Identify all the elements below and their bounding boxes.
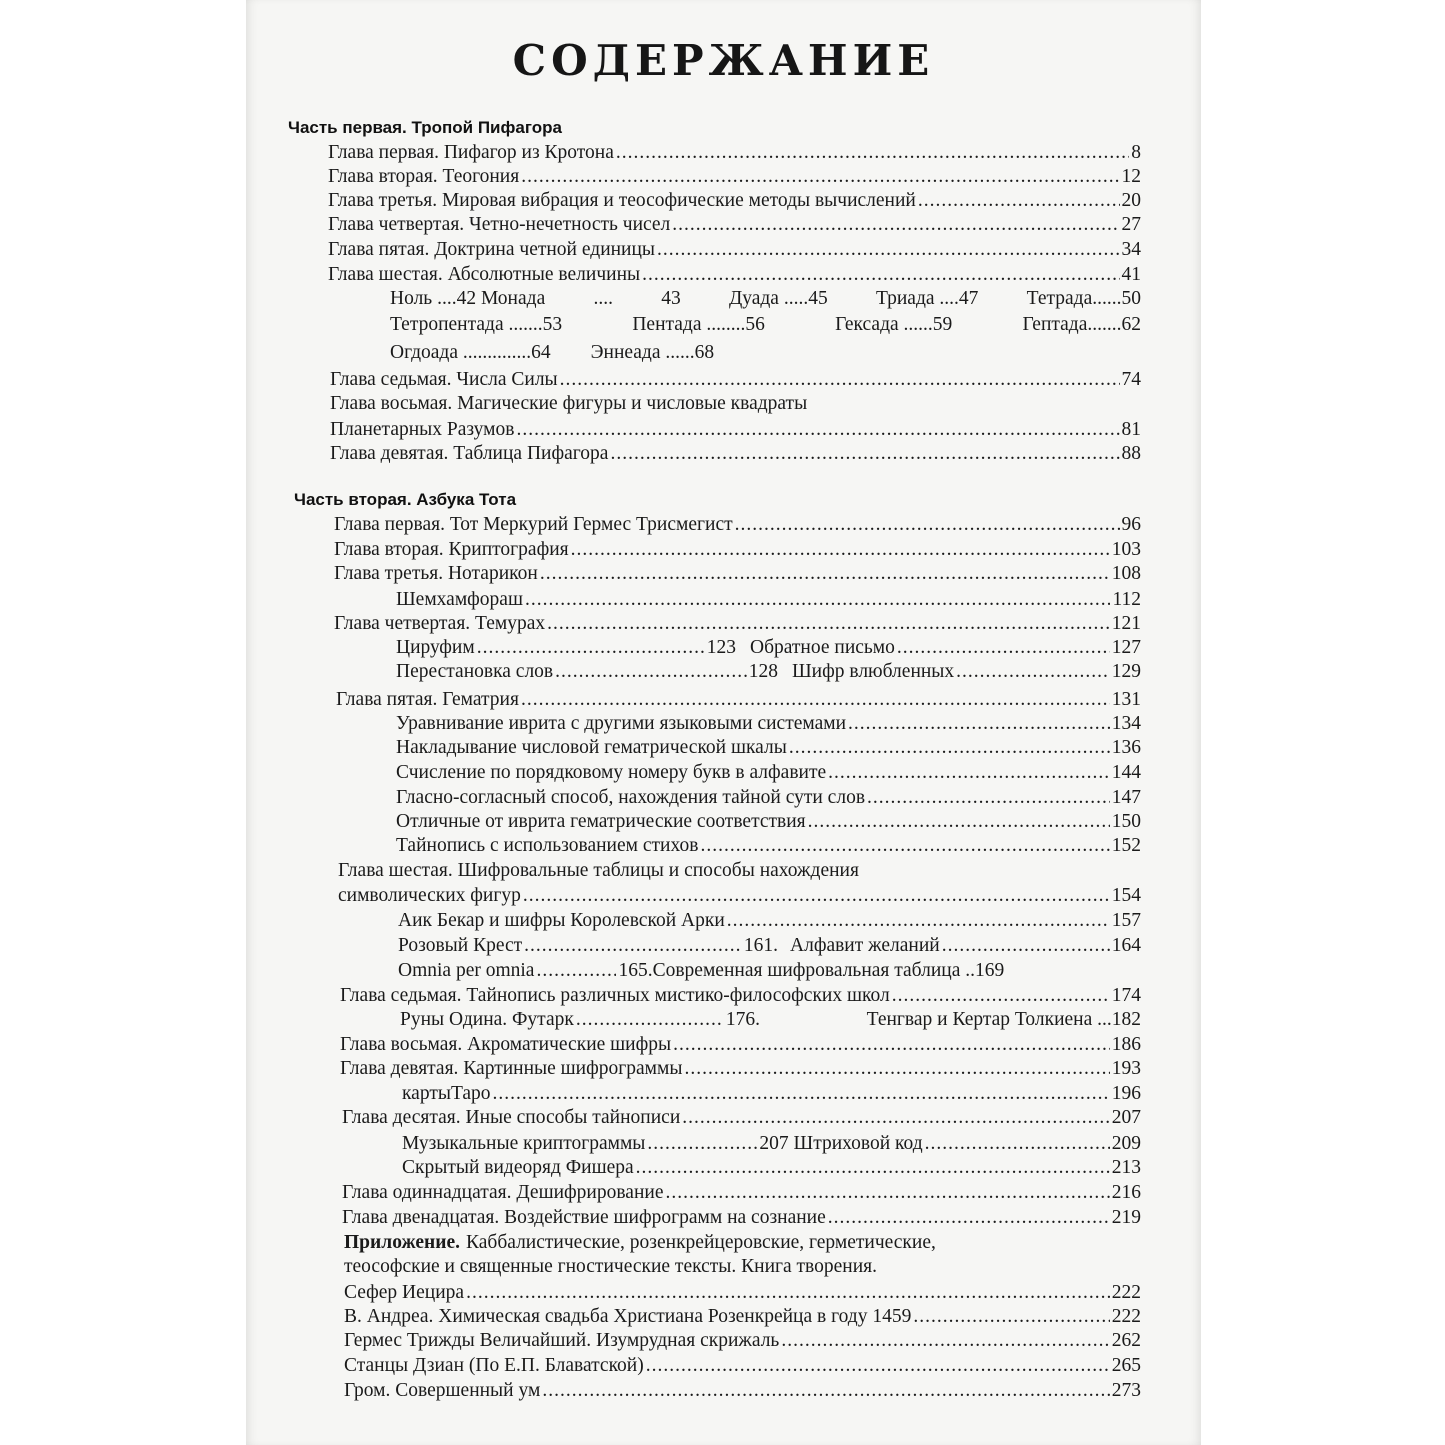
entry-title: Глава первая. Тот Меркурий Гермес Трисмегист [334, 514, 733, 535]
leader-dots [525, 588, 1111, 612]
leader-dots [700, 834, 1109, 858]
entry-title: Глава одиннадцатая. Дешифрирование [342, 1182, 664, 1203]
toc-entry [340, 1057, 1141, 1081]
entry-page: 165.Современная шифровальная таблица ..169 [618, 960, 1005, 981]
subentry: Omnia per omnia [398, 960, 535, 981]
entry-title: Тайнопись с использованием стихов [396, 835, 699, 856]
entry-title: Глава десятая. Иные способы тайнописи [342, 1107, 681, 1128]
appendix-intro [344, 1255, 877, 1279]
toc-entry [402, 1156, 1141, 1180]
toc-entry [396, 834, 1141, 858]
leader-dots [942, 934, 1110, 958]
entry-title: Глава четвертая. Темурах [334, 613, 546, 634]
entry-page: 193 [1111, 1058, 1141, 1079]
entry-title: Глава седьмая. Тайнопись различных мистико-философских школ [340, 985, 890, 1006]
entry-title: Счисление по порядковому номеру букв в алфавите [396, 762, 827, 783]
subentry: Пентада ........56 [632, 314, 765, 335]
entry-title: Глава двенадцатая. Воздействие шифрограмм на сознание [342, 1207, 826, 1228]
entry-page: 129 [1111, 661, 1141, 682]
leader-dots [542, 1379, 1109, 1403]
leader-dots [781, 1329, 1109, 1353]
toc-entry [342, 1106, 1141, 1130]
entry-title: Глава девятая. Картинные шифрограммы [340, 1058, 683, 1079]
entry-title: Глава первая. Пифагор из Кротона [328, 142, 614, 163]
toc-entry [402, 1082, 1141, 1106]
toc-entry [328, 263, 1141, 287]
subentry: Триада ....47 [875, 288, 979, 309]
leader-dots [636, 1156, 1110, 1180]
entry-page: 164 [1111, 935, 1141, 956]
entry-page: 216 [1111, 1182, 1141, 1203]
entry-page: 8 [1131, 142, 1141, 163]
entry-page: 74 [1121, 369, 1141, 390]
entry-title: Глава пятая. Гематрия [336, 689, 519, 710]
subentry: Гексада ......59 [835, 314, 953, 335]
entry-page: 41 [1121, 264, 1141, 285]
leader-dots [616, 141, 1129, 165]
subentry: .... [593, 288, 613, 309]
entry-page: 222 [1111, 1306, 1141, 1327]
entry-title: Шемхамфораш [396, 589, 523, 610]
subentry: Обратное письмо [750, 637, 895, 658]
entry-page: 222 [1111, 1282, 1141, 1303]
toc-entry [396, 588, 1141, 612]
leader-dots [523, 884, 1110, 908]
leader-dots [642, 263, 1119, 287]
leader-dots [540, 562, 1110, 586]
entry-title: Гермес Трижды Величайший. Изумрудная скрижаль [344, 1330, 780, 1351]
leader-dots [673, 1033, 1110, 1057]
toc-entry [398, 909, 1141, 933]
entry-title: Планетарных Разумов [330, 419, 515, 440]
entry-page: 12 [1121, 166, 1141, 187]
toc-entry [342, 1181, 1141, 1205]
entry-title: Глава вторая. Криптография [334, 539, 569, 560]
appendix-label: Приложение. [344, 1232, 460, 1253]
entry-title: Сефер Иецира [344, 1282, 465, 1303]
toc-subentries-row [396, 660, 1141, 684]
toc-entry [344, 1329, 1141, 1353]
leader-dots [657, 238, 1119, 262]
entry-page: 88 [1121, 443, 1141, 464]
entry-page: 213 [1111, 1157, 1141, 1178]
toc-subentries-row [390, 313, 1141, 337]
toc-entry [396, 761, 1141, 785]
entry-page: 262 [1111, 1330, 1141, 1351]
entry-page: 161. [743, 935, 778, 956]
entry-page: 134 [1111, 713, 1141, 734]
entry-page: 157 [1111, 910, 1141, 931]
subentry: Шифр влюбленных [792, 661, 955, 682]
entry-title: Гласно-согласный способ, нахождения тайной сути слов [396, 787, 866, 808]
toc-entry [340, 1033, 1141, 1057]
entry-page: 154 [1111, 885, 1141, 906]
leader-dots [466, 1281, 1110, 1305]
toc-entry [336, 688, 1141, 712]
entry-page: 123 [706, 637, 736, 658]
entry-page: 131 [1111, 689, 1141, 710]
leader-dots [555, 660, 747, 684]
toc-entry [340, 984, 1141, 1008]
leader-dots [828, 1206, 1110, 1230]
toc-entry [344, 1354, 1141, 1378]
leader-dots [647, 1132, 757, 1156]
toc-entry [344, 1281, 1141, 1305]
toc-subentries-row [402, 1132, 1141, 1156]
entry-page: 81 [1121, 419, 1141, 440]
leader-dots [646, 1354, 1110, 1378]
entry-title: Глава четвертая. Четно-нечетность чисел [328, 214, 671, 235]
subentry: Тетрада......50 [1026, 288, 1141, 309]
leader-dots [524, 934, 742, 958]
toc-entry [344, 1305, 1141, 1329]
toc-entry [328, 213, 1141, 237]
leader-dots [493, 1082, 1110, 1106]
entry-page: 176. [725, 1009, 760, 1030]
leader-dots [727, 909, 1110, 933]
entry-page: 152 [1111, 835, 1141, 856]
subentry: Дуада .....45 [728, 288, 828, 309]
toc-subentries-row [390, 341, 714, 365]
entry-page: 265 [1111, 1355, 1141, 1376]
entry-page: 96 [1121, 514, 1141, 535]
toc-entry [334, 513, 1141, 537]
entry-title: Глава пятая. Доктрина четной единицы [328, 239, 656, 260]
toc-entry [396, 736, 1141, 760]
entry-title: Глава шестая. Шифровальные таблицы и способы нахождения [338, 860, 859, 881]
leader-dots [665, 1181, 1109, 1205]
entry-title: Отличные от иврита гематрические соответствия [396, 811, 806, 832]
leader-dots [516, 418, 1119, 442]
toc-entry [328, 165, 1141, 189]
entry-page: 150 [1111, 811, 1141, 832]
entry-page: 273 [1111, 1380, 1141, 1401]
entry-page: 121 [1111, 613, 1141, 634]
appendix-text: теософские и священные гностические тексты. Книга творения. [344, 1256, 877, 1277]
toc-entry [334, 562, 1141, 586]
entry-page: 27 [1121, 214, 1141, 235]
subentry: Огдоада ..............64 [390, 342, 551, 363]
toc-entry [328, 141, 1141, 165]
subentry: Перестановка слов [396, 661, 554, 682]
toc-subentries-row [390, 287, 1141, 311]
leader-dots [610, 442, 1119, 466]
toc-entry [330, 392, 807, 416]
toc-subentries-row [396, 636, 1141, 660]
entry-title: Глава третья. Нотарикон [334, 563, 538, 584]
entry-page: 196 [1111, 1083, 1141, 1104]
appendix-intro [344, 1231, 936, 1255]
book-page [246, 0, 1201, 1445]
part-heading: Часть вторая. Азбука Тота [294, 490, 517, 509]
leader-dots [521, 688, 1110, 712]
entry-page: 147 [1111, 787, 1141, 808]
toc-entry [396, 810, 1141, 834]
leader-dots [828, 761, 1110, 785]
toc-entry [338, 884, 1141, 908]
toc-subentries-row [398, 934, 1141, 958]
entry-page: 174 [1111, 985, 1141, 1006]
leader-dots [897, 636, 1110, 660]
leader-dots [808, 810, 1110, 834]
toc-entry [396, 786, 1141, 810]
entry-page: 209 [1111, 1133, 1141, 1154]
entry-title: Станцы Дзиан (По Е.П. Блаватской) [344, 1355, 644, 1376]
leader-dots [571, 538, 1110, 562]
entry-title: Уравнивание иврита с другими языковыми системами [396, 713, 847, 734]
part-heading: Часть первая. Тропой Пифагора [288, 118, 562, 137]
entry-page: 207 [1111, 1107, 1141, 1128]
toc-entry [330, 442, 1141, 466]
toc-entry [328, 238, 1141, 262]
toc-subentries-row [400, 1008, 1141, 1032]
subentry: Цируфим [396, 637, 475, 658]
page-title: СОДЕРЖАНИЕ [512, 36, 935, 85]
entry-title: Аик Бекар и шифры Королевской Арки [398, 910, 725, 931]
entry-page: 112 [1112, 589, 1141, 610]
toc-entry [344, 1379, 1141, 1403]
entry-title: Глава седьмая. Числа Силы [330, 369, 558, 390]
entry-page: 128 [748, 661, 778, 682]
entry-page: 127 [1111, 637, 1141, 658]
toc-entry [342, 1206, 1141, 1230]
entry-page: 20 [1121, 190, 1141, 211]
leader-dots [956, 660, 1110, 684]
toc-entry [330, 418, 1141, 442]
leader-dots [789, 736, 1110, 760]
toc-entry [330, 368, 1141, 392]
entry-page: 207 Штриховой код [759, 1133, 923, 1154]
subentry: 43 [661, 288, 681, 309]
subentry: Тенгвар и Кертар Толкиена ...182 [866, 1009, 1141, 1030]
entry-title: Накладывание числовой гематрической шкалы [396, 737, 787, 758]
entry-title: Глава шестая. Абсолютные величины [328, 264, 641, 285]
entry-page: 103 [1111, 539, 1141, 560]
leader-dots [918, 189, 1120, 213]
leader-dots [477, 636, 705, 660]
entry-page: 186 [1111, 1034, 1141, 1055]
entry-title: Скрытый видеоряд Фишера [402, 1157, 634, 1178]
toc-entry [396, 712, 1141, 736]
entry-title: картыТаро [402, 1083, 491, 1104]
subentry: Эннеада ......68 [590, 342, 715, 363]
leader-dots [547, 612, 1110, 636]
toc-subentries-row [398, 959, 1141, 983]
entry-title: Гром. Совершенный ум [344, 1380, 541, 1401]
entry-page: 34 [1121, 239, 1141, 260]
entry-page: 108 [1111, 563, 1141, 584]
entry-title: Глава вторая. Теогония [328, 166, 520, 187]
leader-dots [892, 984, 1110, 1008]
leader-dots [913, 1305, 1109, 1329]
entry-title: Глава восьмая. Магические фигуры и числовые квадраты [330, 393, 808, 414]
entry-title: символических фигур [338, 885, 521, 906]
subentry: Розовый Крест [398, 935, 523, 956]
toc-entry [338, 859, 859, 883]
leader-dots [560, 368, 1120, 392]
leader-dots [521, 165, 1119, 189]
leader-dots [682, 1106, 1109, 1130]
toc-entry [334, 538, 1141, 562]
entry-page: 144 [1111, 762, 1141, 783]
entry-title: В. Андреа. Химическая свадьба Христиана Розенкрейца в году 1459 [344, 1306, 912, 1327]
subentry: Ноль ....42 Монада [390, 288, 546, 309]
entry-page: 219 [1111, 1207, 1141, 1228]
entry-page: 136 [1111, 737, 1141, 758]
leader-dots [576, 1008, 724, 1032]
leader-dots [735, 513, 1120, 537]
leader-dots [848, 712, 1110, 736]
toc-entry [328, 189, 1141, 213]
subentry: Тетропентада .......53 [390, 314, 563, 335]
subentry: Руны Одина. Футарк [400, 1009, 574, 1030]
leader-dots [536, 959, 616, 983]
subentry: Гептада.......62 [1022, 314, 1141, 335]
leader-dots [684, 1057, 1109, 1081]
leader-dots [672, 213, 1119, 237]
entry-title: Глава девятая. Таблица Пифагора [330, 443, 609, 464]
entry-title: Глава третья. Мировая вибрация и теософические методы вычислений [328, 190, 916, 211]
entry-title: Глава восьмая. Акроматические шифры [340, 1034, 672, 1055]
appendix-text: Каббалистические, розенкрейцеровские, герметические, [466, 1232, 936, 1253]
leader-dots [867, 786, 1110, 810]
subentry: Алфавит желаний [790, 935, 940, 956]
subentry: Музыкальные криптограммы [402, 1133, 646, 1154]
leader-dots [925, 1132, 1110, 1156]
toc-entry [334, 612, 1141, 636]
